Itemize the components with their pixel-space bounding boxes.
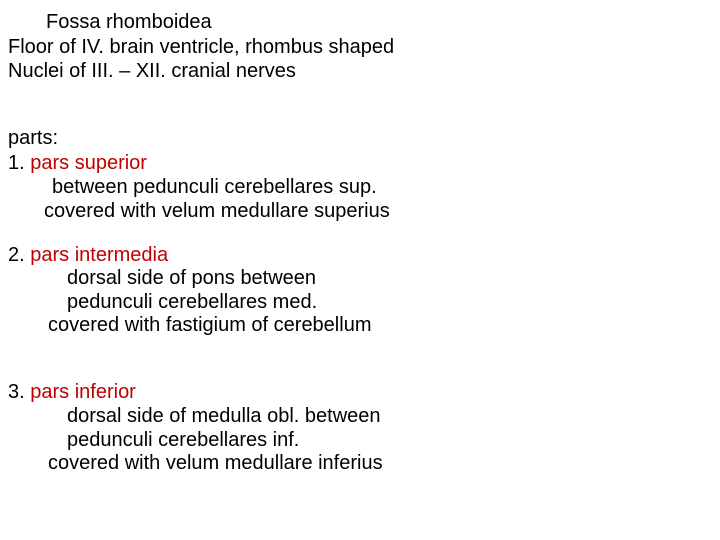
intro-line-1: Floor of IV. brain ventricle, rhombus shaped [8, 36, 395, 58]
part-3-name: pars inferior [30, 381, 136, 403]
intro-line-2: Nuclei of III. – XII. cranial nerves [8, 60, 296, 82]
part-1-number: 1. [8, 152, 25, 174]
part-3-number: 3. [8, 381, 25, 403]
part-1-heading [8, 151, 147, 175]
part-3-line-3: covered with velum medullare inferius [48, 452, 383, 474]
part-1-name: pars superior [30, 152, 147, 174]
part-3-heading [8, 380, 136, 404]
part-2-name: pars intermedia [30, 244, 169, 266]
part-1-line-1: between pedunculi cerebellares sup. [52, 176, 377, 198]
part-1-line-2: covered with velum medullare superius [44, 200, 390, 222]
part-3-line-2: pedunculi cerebellares inf. [67, 429, 300, 451]
part-2-line-2: pedunculi cerebellares med. [67, 291, 318, 313]
part-2-heading [8, 243, 168, 267]
parts-heading: parts: [8, 127, 59, 149]
part-2-line-1: dorsal side of pons between [67, 267, 317, 289]
part-2-number: 2. [8, 244, 25, 266]
page-title: Fossa rhomboidea [46, 11, 212, 33]
part-2-line-3: covered with fastigium of cerebellum [48, 314, 372, 336]
part-3-line-1: dorsal side of medulla obl. between [67, 405, 381, 427]
